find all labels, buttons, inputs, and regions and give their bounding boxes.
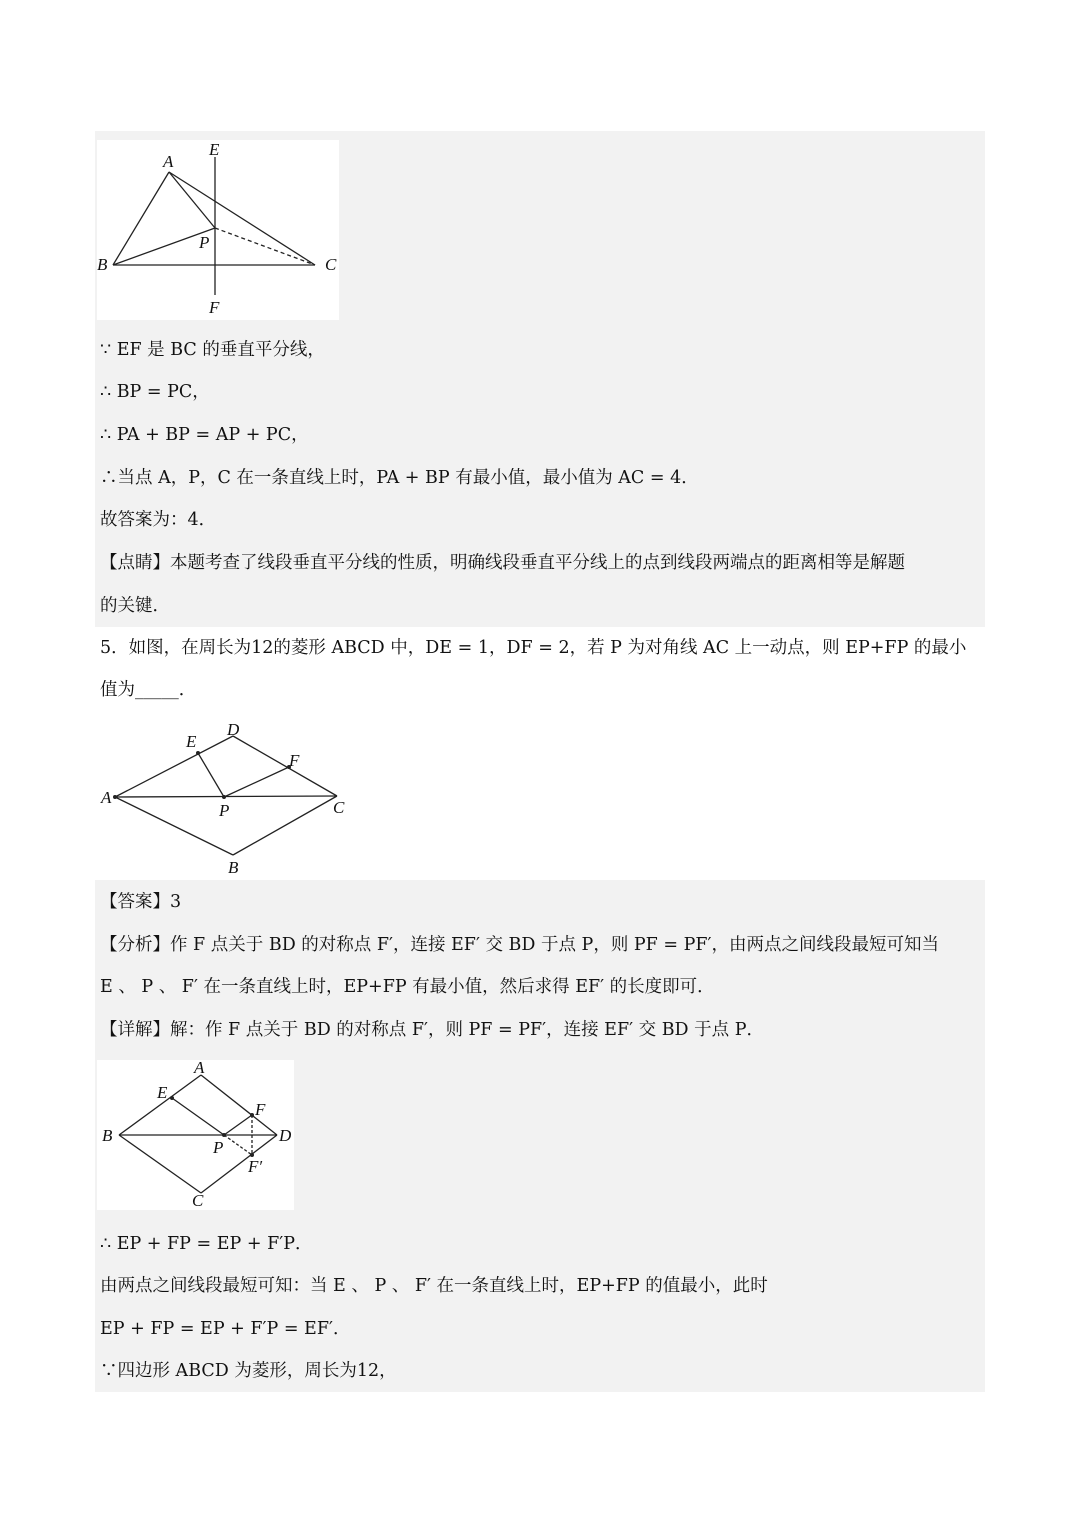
comment-line: 【点睛】本题考查了线段垂直平分线的性质，明确线段垂直平分线上的点到线段两端点的距离相等是解题 xyxy=(100,553,905,573)
fig3-label-c: C xyxy=(192,1191,204,1210)
analysis-line: 【分析】作 F 点关于 BD 的对称点 F′，连接 EF′ 交 BD 于点 P，则 PF = PF′，由两点之间线段最短可知当 xyxy=(100,935,939,955)
figure-rhombus-question xyxy=(97,718,359,876)
question-line: 值为_____． xyxy=(100,680,197,700)
text-line: ∵ EF 是 BC 的垂直平分线， xyxy=(100,340,325,360)
fig1-label-c: C xyxy=(325,255,337,274)
text-line: ∴ BP = PC， xyxy=(100,382,210,402)
fig2-label-f: F xyxy=(289,751,300,770)
detail-line: ∵四边形 ABCD 为菱形，周长为12， xyxy=(100,1361,397,1381)
fig1-label-f: F xyxy=(209,298,220,317)
figure-rhombus-solution xyxy=(97,1060,294,1210)
fig2-label-p: P xyxy=(219,801,230,820)
fig1-label-b: B xyxy=(97,255,108,274)
fig3-label-e: E xyxy=(157,1083,168,1102)
fig2-label-b: B xyxy=(228,858,239,876)
text-line: ∴ PA + BP = AP + PC， xyxy=(100,425,309,445)
fig3-label-f-prime: F′ xyxy=(248,1157,263,1176)
fig3-label-p: P xyxy=(213,1138,224,1157)
fig2-label-d: D xyxy=(227,720,240,739)
detail-line: EP + FP = EP + F′P = EF′． xyxy=(100,1319,351,1339)
fig2-label-a: A xyxy=(101,788,112,807)
analysis-line: E 、 P 、 F′ 在一条直线上时，EP+FP 有最小值，然后求得 EF′ 的长度即可． xyxy=(100,977,715,997)
comment-line: 的关键． xyxy=(100,596,170,616)
figure-triangle xyxy=(97,140,339,320)
detail-line: 【详解】解：作 F 点关于 BD 的对称点 F′，则 PF = PF′，连接 EF′ 交 BD 于点 P． xyxy=(100,1020,764,1040)
detail-line: ∴ EP + FP = EP + F′P． xyxy=(100,1234,313,1254)
detail-line: 由两点之间线段最短可知：当 E 、 P 、 F′ 在一条直线上时，EP+FP 的值最小，此时 xyxy=(100,1276,768,1296)
question-line: 5．如图，在周长为12的菱形 ABCD 中，DE = 1，DF = 2，若 P 为对角线 AC 上一动点，则 EP+FP 的最小 xyxy=(100,638,967,658)
fig3-label-d: D xyxy=(279,1126,292,1145)
answer-line: 【答案】3 xyxy=(100,892,182,912)
fig2-label-c: C xyxy=(333,798,345,817)
fig1-label-a: A xyxy=(163,152,174,171)
fig3-label-f: F xyxy=(255,1100,266,1119)
text-line: 故答案为：4． xyxy=(100,510,217,530)
fig3-label-b: B xyxy=(102,1126,113,1145)
fig3-label-a: A xyxy=(194,1060,205,1077)
text-line: ∴当点 A，P，C 在一条直线上时，PA + BP 有最小值，最小值为 AC = 4． xyxy=(100,468,699,488)
fig1-label-e: E xyxy=(209,140,220,159)
fig2-label-e: E xyxy=(186,732,197,751)
fig1-label-p: P xyxy=(199,233,210,252)
